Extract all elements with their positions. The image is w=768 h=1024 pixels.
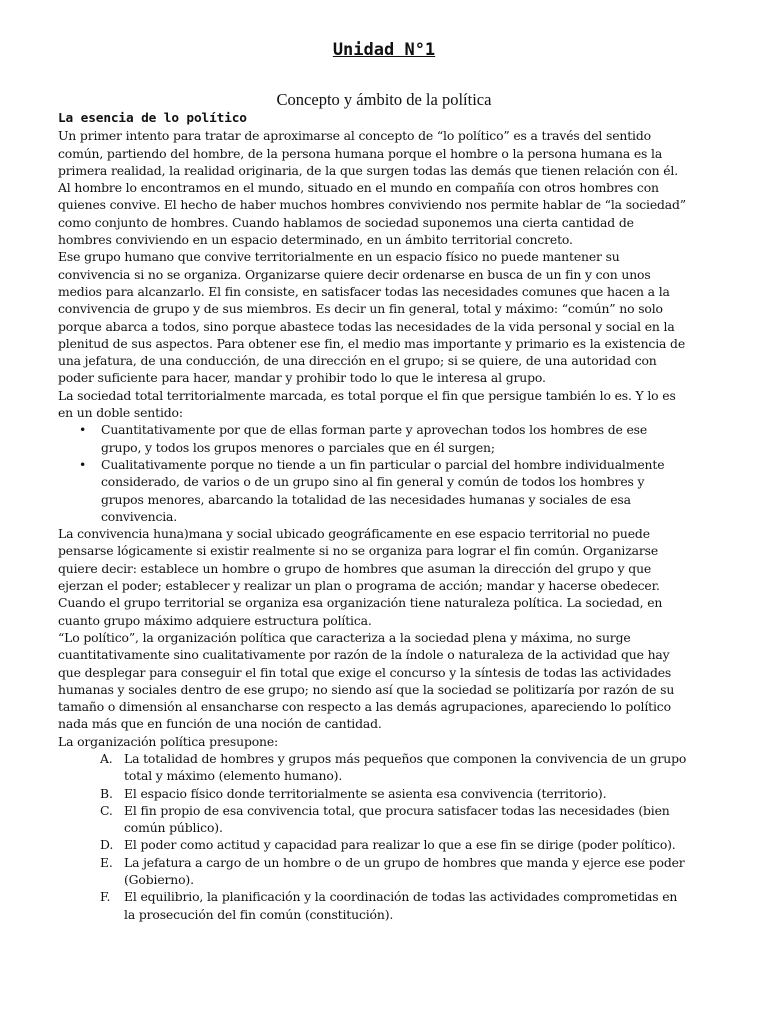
list-marker: B.	[100, 785, 113, 801]
list-item	[100, 854, 690, 889]
list-item-text: El espacio físico donde territorialmente se asienta esa convivencia (territorio).	[124, 785, 607, 801]
list-marker: F.	[100, 889, 111, 905]
unit-title: Unidad N°1	[332, 40, 436, 60]
document-subtitle: Concepto y ámbito de la política	[276, 90, 492, 109]
paragraph: La organización política presupone:	[58, 733, 279, 749]
list-item	[100, 888, 690, 923]
bullet-item	[79, 456, 690, 525]
list-item-text: El poder como actitud y capacidad para realizar lo que a ese fin se dirige (poder político).	[124, 837, 676, 853]
bullet-item	[79, 421, 690, 456]
bullet-list	[58, 421, 690, 525]
bullet-icon: •	[79, 456, 87, 472]
paragraph: La convivencia huna)mana y social ubicado geográficamente en ese espacio territorial no puede pensarse lógicamente si existir realmente si no se organiza para lograr el fin común. Organizarse quiere decir: establece un hombre o grupo de hombres que asuman la dirección del grupo y que ejerzan el poder; establecer y realizar un plan o programa de acción; mandar y hacerse obedecer.	[58, 526, 660, 594]
list-marker: C.	[100, 802, 113, 818]
paragraph: La sociedad total territorialmente marcada, es total porque el fin que persigue también lo es. Y lo es en un doble sentido:	[58, 387, 676, 421]
list-item-text: El equilibrio, la planificación y la coordinación de todas las actividades comprometidas en la prosecución del fin común (constitución).	[124, 889, 678, 922]
paragraph: Cuando el grupo territorial se organiza esa organización tiene naturaleza política. La sociedad, en cuanto grupo máximo adquiere estructura política.	[58, 595, 663, 628]
list-item-text: La totalidad de hombres y grupos más pequeños que componen la convivencia de un grupo total y máximo (elemento humano).	[124, 750, 687, 784]
list-marker: E.	[100, 854, 113, 870]
list-item	[100, 802, 690, 837]
paragraph: Un primer intento para tratar de aproximarse al concepto de “lo político” es a través del sentido común, partiendo del hombre, de la persona humana porque el hombre o la persona humana es la primera realidad, la realidad originaria, de la que surgen todas las demás que tienen relación con él. Al hombre lo encontramos en el mundo, situado en el mundo en compañía con otros hombres con quienes convive. El hecho de haber muchos hombres conviviendo nos permite hablar de “la sociedad” como conjunto de hombres. Cuando hablamos de sociedad suponemos una cierta cantidad de hombres conviviendo en un espacio determinado, en un ámbito territorial concreto.	[58, 128, 686, 248]
bullet-text: Cualitativamente porque no tiende a un fin particular o parcial del hombre individualmente considerado, de varios o de un grupo sino al fin general y común de todos los hombres y grupos menores, abarcando la totalidad de las necesidades humanas y sociales de esa convivencia.	[101, 456, 665, 524]
list-item-text: La jefatura a cargo de un hombre o de un grupo de hombres que manda y ejerce ese poder (Gobierno).	[124, 854, 685, 888]
list-item-text: El fin propio de esa convivencia total, que procura satisfacer todas las necesidades (bien común público).	[124, 802, 670, 836]
paragraph: Ese grupo humano que convive territorialmente en un espacio físico no puede mantener su convivencia si no se organiza. Organizarse quiere decir ordenarse en busca de un fin y con unos medios para alcanzarlo. El fin consiste, en satisfacer todas las necesidades comunes que hacen a la convivencia de grupo y de sus miembros. Es decir un fin general, total y máximo: “común” no solo porque abarca a todos, sino porque abastece todas las necesidades de la vida personal y social en la plenitud de sus aspectos. Para obtener ese fin, el medio mas importante y primario es la existencia de una jefatura, de una conducción, de una dirección en el grupo; si se quiere, de una autoridad con poder suficiente para hacer, mandar y prohibir todo lo que le interesa al grupo.	[58, 249, 686, 386]
document-body	[58, 110, 690, 923]
bullet-text: Cuantitativamente por que de ellas forman parte y aprovechan todos los hombres de ese grupo, y todos los grupos menores o parciales que en él surgen;	[101, 422, 648, 455]
lettered-list	[58, 750, 690, 923]
list-item	[100, 785, 690, 802]
list-item	[100, 750, 690, 785]
section-heading: La esencia de lo político	[58, 111, 247, 126]
list-marker: A.	[100, 750, 113, 766]
list-marker: D.	[100, 837, 114, 853]
paragraph: “Lo político”, la organización política que caracteriza a la sociedad plena y máxima, no surge cuantitativamente sino cualitativamente por razón de la índole o naturaleza de la actividad que hay que desplegar para conseguir el fin total que exige el concurso y la síntesis de todas las actividades humanas y sociales dentro de ese grupo; no siendo así que la sociedad se politizaría por razón de su tamaño o dimensión al ensancharse con respecto a las demás agrupaciones, apareciendo lo político nada más que en función de una noción de cantidad.	[58, 629, 675, 732]
bullet-icon: •	[79, 422, 87, 438]
list-item	[100, 836, 690, 853]
